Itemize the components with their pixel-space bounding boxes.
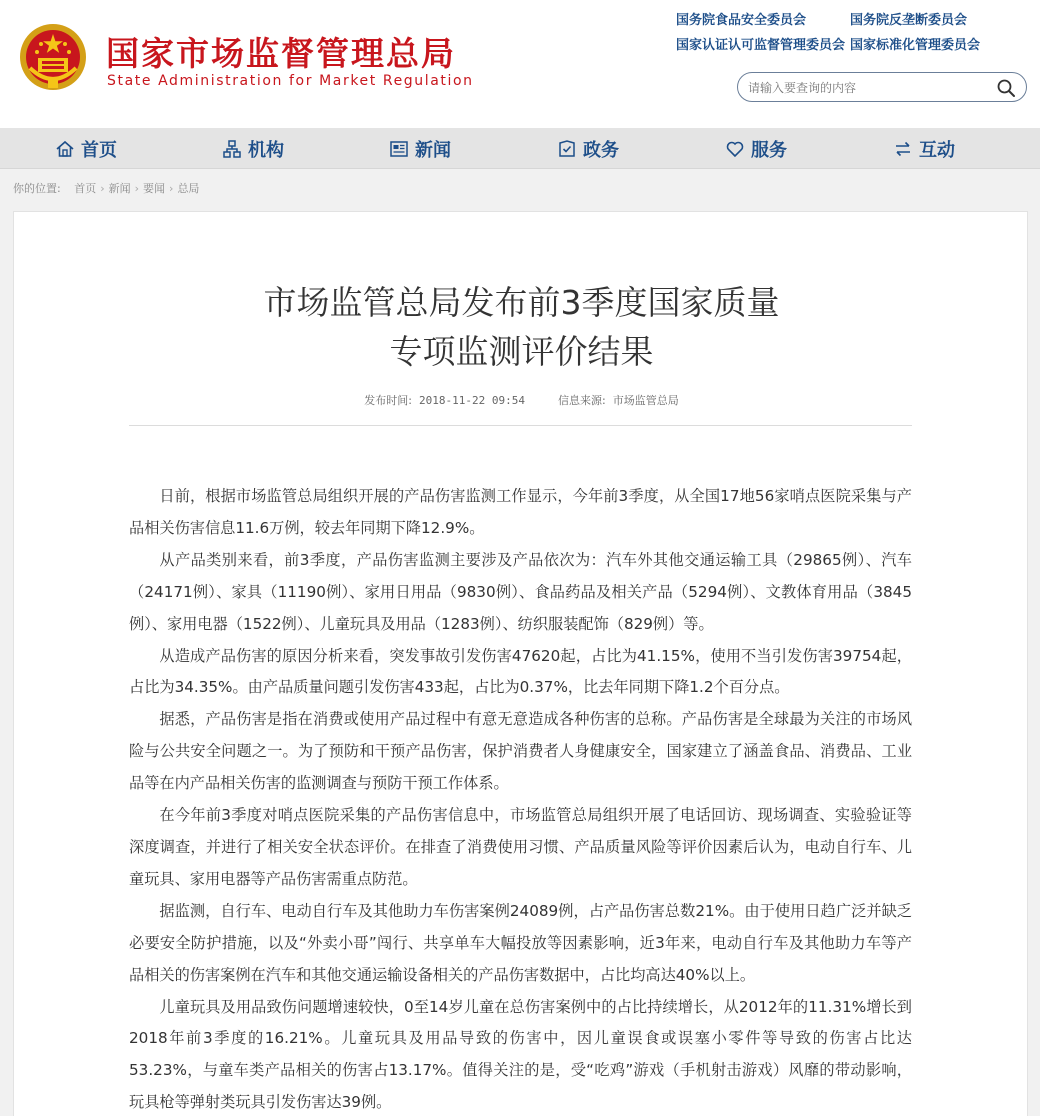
publish-label: 发布时间: — [364, 394, 413, 407]
nav-item-organization[interactable] — [222, 128, 284, 169]
nav-label: 机构 — [248, 139, 284, 161]
nav-item-news[interactable] — [389, 128, 451, 169]
affairs-icon — [557, 139, 577, 159]
nav-item-interaction[interactable] — [893, 128, 955, 169]
nav-label: 新闻 — [415, 139, 451, 161]
nav-label: 政务 — [583, 139, 619, 161]
article-title-line2: 专项监测评价结果 — [389, 332, 654, 371]
site-subtitle-en: State Administration for Market Regulation — [107, 73, 474, 89]
nav-label: 互动 — [919, 139, 955, 161]
source-value: 市场监管总局 — [612, 394, 679, 407]
breadcrumb — [13, 180, 199, 196]
publish-time: 2018-11-22 09:54 — [419, 394, 525, 407]
article-paragraph: 从产品类别来看，前3季度，产品伤害监测主要涉及产品依次为：汽车外其他交通运输工具（29865例）、汽车（24171例）、家具（11190例）、家用日用品（9830例）、食品药品及相关产品（5294例）、文教体育用品（3845例）、家用电器（1522例）、儿童玩具及用品（1283例）、纺织服装配饰（829例）等。 — [129, 550, 912, 633]
nav-item-home[interactable] — [55, 128, 117, 169]
search-input[interactable] — [748, 79, 988, 97]
heart-icon — [725, 139, 745, 159]
top-link-anti-monopoly[interactable]: 国务院反垄断委员会 — [850, 13, 968, 28]
breadcrumb-headquarters[interactable]: 总局 — [177, 182, 200, 195]
home-icon — [55, 139, 75, 159]
article-paragraph: 儿童玩具及用品致伤问题增速较快，0至14岁儿童在总伤害案例中的占比持续增长，从2012年的11.31%增长到2018年前3季度的16.21%。儿童玩具及用品导致的伤害中，因儿童误食或误塞小零件等导致的伤害占比达53.23%，与童车类产品相关的伤害占13.17%。值得关注的是，受“吃鸡”游戏（手机射击游戏）风靡的带动影响，玩具枪等弹射类玩具引发伤害达39例。 — [129, 997, 912, 1112]
article-paragraph: 据悉，产品伤害是指在消费或使用产品过程中有意无意造成各种伤害的总称。产品伤害是全球最为关注的市场风险与公共安全问题之一。为了预防和干预产品伤害，保护消费者人身健康安全，国家建立了涵盖食品、消费品、工业品等在内产品相关伤害的监测调查与预防干预工作体系。 — [129, 710, 912, 793]
news-icon — [389, 139, 409, 159]
article-title-line1: 市场监管总局发布前3季度国家质量 — [263, 283, 780, 322]
article-paragraph: 在今年前3季度对哨点医院采集的产品伤害信息中，市场监管总局组织开展了电话回访、现场调查、实验验证等深度调查，并进行了相关安全状态评价。在排查了消费使用习惯、产品质量风险等评价因素后认为，电动自行车、儿童玩具、家用电器等产品伤害需重点防范。 — [129, 806, 912, 888]
breadcrumb-separator: › — [169, 182, 174, 195]
main-nav — [0, 128, 1040, 169]
top-link-standardization[interactable]: 国家标准化管理委员会 — [850, 38, 981, 53]
search-icon[interactable] — [996, 78, 1016, 98]
article-paragraph: 日前，根据市场监管总局组织开展的产品伤害监测工作显示，今年前3季度，从全国17地56家哨点医院采集与产品相关伤害信息11.6万例，较去年同期下降12.9%。 — [129, 487, 912, 537]
search-box — [737, 72, 1027, 102]
exchange-icon — [893, 139, 913, 159]
article-panel — [13, 211, 1028, 1116]
breadcrumb-headlines[interactable]: 要闻 — [143, 182, 166, 195]
article-paragraph: 从造成产品伤害的原因分析来看，突发事故引发伤害47620起，占比为41.15%，使用不当引发伤害39754起，占比为34.35%。由产品质量问题引发伤害433起，占比为0.37%，比去年同期下降1.2个百分点。 — [129, 646, 912, 697]
breadcrumb-prefix: 你的位置: — [13, 182, 61, 195]
top-link-food-safety[interactable]: 国务院食品安全委员会 — [676, 13, 807, 28]
nav-item-affairs[interactable] — [557, 128, 619, 169]
source-label: 信息来源: — [557, 394, 606, 407]
top-links — [676, 9, 1026, 59]
breadcrumb-separator: › — [134, 182, 140, 195]
site-header — [0, 0, 1040, 128]
breadcrumb-home[interactable]: 首页 — [74, 182, 97, 195]
article-title — [14, 278, 1029, 376]
org-icon — [222, 139, 242, 159]
nav-label: 服务 — [751, 139, 787, 161]
breadcrumb-news[interactable]: 新闻 — [108, 182, 131, 195]
title-divider — [129, 425, 912, 426]
national-emblem-icon[interactable] — [16, 22, 90, 94]
breadcrumb-separator: › — [100, 182, 105, 195]
top-link-certification[interactable]: 国家认证认可监督管理委员会 — [676, 38, 846, 53]
site-title[interactable]: 国家市场监督管理总局 — [106, 34, 456, 73]
article-meta — [14, 392, 1029, 408]
article-paragraph: 据监测，自行车、电动自行车及其他助力车伤害案例24089例，占产品伤害总数21%。由于使用日趋广泛并缺乏必要安全防护措施，以及“外卖小哥”闯行、共享单车大幅投放等因素影响，近3年来，电动自行车及其他助力车等产品相关的伤害案例在汽车和其他交通运输设备相关的产品伤害数据中，占比均高达40%以上。 — [129, 901, 912, 984]
nav-label: 首页 — [81, 139, 117, 161]
nav-item-services[interactable] — [725, 128, 787, 169]
article-body — [129, 481, 912, 1116]
